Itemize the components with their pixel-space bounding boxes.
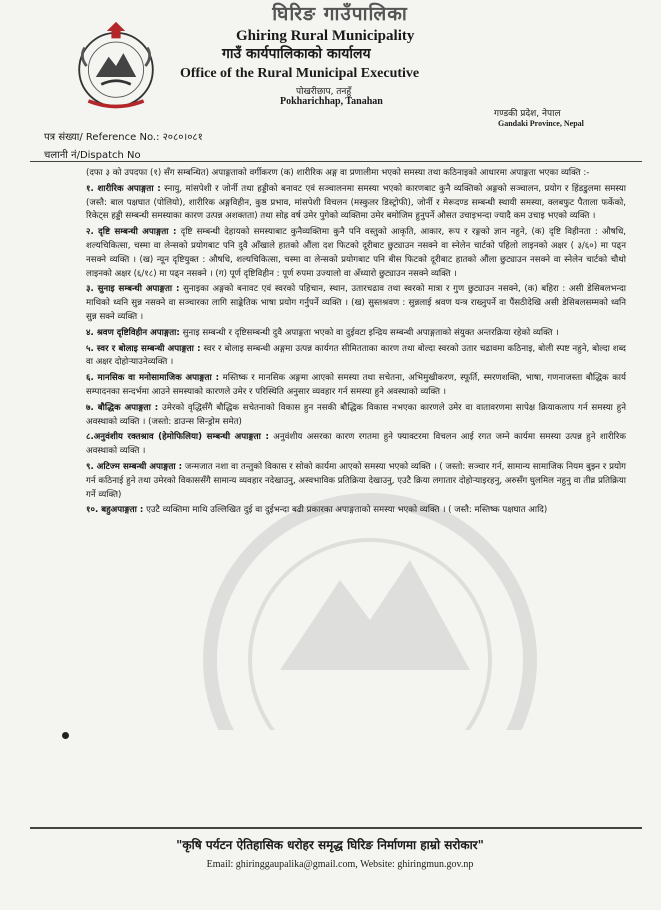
item-text: मस्तिष्क र मानसिक अङ्गमा आएको समस्या तथा सचेतना, अभिमुखीकरण, स्फूर्ति, स्मरणशक्ति, भाषा, गणनाजस्ता बौद्धिक कार्य सम्पादनका सन्दर्भमा आउने समस्याको कारणले उमेर र परिस्थिति अनुसार व्यवहार गर्न समस्या हुने अवस्थाको व्यक्ति ।: [86, 373, 627, 397]
item-heading: ३. सुनाइ सम्बन्धी अपाङ्गता :: [86, 284, 180, 295]
intro-paragraph: (दफा ३ को उपदफा (१) सँग सम्बन्धित) अपाङ्गताको वर्गीकरण (क) शारीरिक अङ्ग वा प्रणालीमा भएको समस्या तथा कठिनाइको आधारमा अपाङ्गता भएका व्यक्ति :-: [86, 168, 590, 178]
item-text: उमेरको वृद्धिसँगै बौद्धिक सचेतनाको विकास हुन नसकी बौद्धिक विकास नभएका कारणले उमेर वा वातावरणमा सापेक्ष क्रियाकलाप गर्न समस्या हुने अवस्थाको व्यक्ति । (जस्तो: डाउन्स सिन्ड्रोम समेत): [86, 402, 626, 427]
list-item: [86, 226, 626, 281]
item-text: स्वर र बोलाइ सम्बन्धी अङ्गमा उत्पन्न कार्यगत सीमितताका कारण तथा बोल्दा स्वरको उतार चढावमा कठिनाइ, बोली स्पष्ट नहुने, बोल्दा शब्द वा अक्षर दोहोर्‍याउनेव्यक्ति ।: [86, 343, 626, 368]
item-heading: ५. स्वर र बोलाइ सम्बन्धी अपाङ्गता :: [86, 343, 201, 354]
item-text: अनुवंशीय असरका कारण रगतमा हुने फ्याक्टरमा विचलन आई रगत जम्ने कार्यमा समस्या उत्पन्न हुने शारीरिक अवस्थाको व्यक्ति ।: [86, 432, 626, 457]
list-item: [86, 504, 626, 518]
footer-divider: [30, 827, 642, 829]
header-divider: [30, 161, 642, 162]
item-heading: ४. श्रवण दृष्टिविहीन अपाङ्गता:: [86, 327, 180, 338]
item-heading: १. शारीरिक अपाङ्गता :: [86, 183, 161, 194]
list-item: [86, 183, 626, 224]
footer-contact: Email: ghiringgaupalika@gmail.com, Website: ghiringmun.gov.np: [206, 859, 474, 870]
list-item: [86, 372, 626, 400]
reference-number: पत्र संख्या/ Reference No.: २०८०।०८१: [44, 132, 203, 143]
list-item: [86, 283, 626, 324]
footer-slogan: "कृषि पर्यटन ऐतिहासिक धरोहर समृद्ध घिरिङ निर्माणमा हाम्रो सरोकार": [176, 838, 484, 852]
item-text: सुनाइका अङ्गको बनावट एवं स्वरको पहिचान, स्थान, उतारचढाव तथा स्वरको मात्रा र गुण छुट्याउन नसक्ने, (क) बहिरा : असी डेसिबलभन्दा माथिको ध्वनि सुन्न नसक्ने वा सञ्चारका लागि साङ्केतिक भाषा प्रयोग गर्नुपर्ने व्यक्ति । (ख) सुस्तश्रवण : सुन्नलाई श्रवण यन्त्र राख्नुपर्ने वा पैंसठीदेखि असी डेसिबलसम्मको ध्वनि सुन्न सक्ने व्यक्ति ।: [86, 284, 626, 322]
item-text: दृष्टि सम्बन्धी देहायको समस्याबाट कुनैव्यक्तिमा कुनै पनि वस्तुको आकृति, आकार, रूप र रङ्गको ज्ञान नहुने, (क) दृष्टि विहीनता : औषधि, शल्यचिकित्सा, चस्मा वा लेन्सको प्रयोगबाट पनि दुवै आँखाले हातको औंला दश फिटको दूरीबाट छुट्याउन नसक्ने वा स्नेलेन चार्टको पहिलो लाइनको अक्षर ( ३/६०) मा पढ्न नसक्ने व्यक्ति । (ख) न्यून दृष्टियुक्त : औषधि, शल्यचिकित्सा, चस्मा वा लेन्सको प्रयोगबाट पनि बीस फिटको दूरीबाट हातको औंला छुट्याउन नसक्ने वा स्नेलेन चार्टको चौथो लाइनको अक्षर (६/१८) मा पढ्न नसक्ने । (ग) पूर्ण दृष्टिविहीन : पूर्ण रुपमा उज्यालो वा अँध्यारो छुट्याउन नसक्ने व्यक्ति ।: [86, 227, 627, 279]
province-np: गण्डकी प्रदेश, नेपाल: [494, 109, 561, 119]
province-en: Gandaki Province, Nepal: [498, 119, 584, 128]
dispatch-number: चलानी नं/Dispatch No: [44, 150, 141, 161]
item-heading: २. दृष्टि सम्बन्धी अपाङ्गता :: [86, 227, 177, 238]
nepal-government-emblem-icon: [70, 20, 162, 112]
punch-hole-mark: [62, 732, 69, 739]
list-item: [86, 402, 626, 430]
office-name-np: गाउँ कार्यपालिकाको कार्यालय: [222, 46, 371, 62]
item-text: स्नायु, मांसपेशी र जोर्नी तथा हड्डीको बनावट एवं सञ्चालनमा समस्या भएको कारणबाट कुनै व्यक्तिको अङ्गको सञ्चालन, प्रयोग र हिंडडुलमा समस्या (जस्तै: बाल पक्षघात (पोलियो), शारीरिक अङ्गविहीन, कुष्ठ प्रभाव, मांसपेशी विचलन (मस्कुलर डिस्ट्रोफी), जोर्नी र मेरूदण्ड सम्बन्धी स्थायी समस्या, क्लबफुट पैताला फर्केको, रिकेट्स हड्डी सम्बन्धी समस्याका कारण उत्पन्न अशक्तता) तथा सोह्र वर्ष उमेर पुगेको व्यक्तिमा उमेर बमोजिम हुनुपर्ने औसत उचाइभन्दा ज्यादै कम उचाइ भएको व्यक्ति ।: [86, 183, 626, 222]
location-np: पोखरीछाप, तनहुँ: [296, 87, 352, 97]
item-heading: ७. बौद्धिक अपाङ्गता :: [86, 402, 159, 413]
item-text: सुनाइ सम्बन्धी र दृष्टिसम्बन्धी दुवै अपाङ्गता भएको वा दुईवटा इन्द्रिय सम्बन्धी अपाङ्गताको संयुक्त अन्तरक्रिया रहेको व्यक्ति ।: [182, 327, 559, 338]
item-heading: ८.अनुवंशीय रक्तश्राव (हेमोफिलिया) सम्बन्धी अपाङ्गता :: [86, 432, 269, 443]
list-item: [86, 461, 626, 502]
item-heading: १०. बहुअपाङ्गता :: [86, 505, 144, 516]
office-name-en: Office of the Rural Municipal Executive: [180, 66, 420, 81]
item-text: एउटै व्यक्तिमा माथि उल्लिखित दुई वा दुईभन्दा बढी प्रकारका अपाङ्गताको समस्या भएको व्यक्ति । ( जस्तै: मस्तिष्क पक्षघात आदि): [146, 505, 548, 516]
item-heading: ६. मानसिक वा मनोसामाजिक अपाङ्गता :: [86, 373, 220, 384]
list-item: [86, 327, 626, 341]
list-item: [86, 431, 626, 459]
document-body: [86, 167, 626, 520]
municipality-name-en: Ghiring Rural Municipality: [236, 28, 415, 44]
municipality-title-np: घिरिङ गाउँपालिका: [272, 3, 408, 22]
item-heading: ९. अटिज्म सम्बन्धी अपाङ्गता :: [86, 461, 183, 472]
location-en: Pokharichhap, Tanahan: [280, 96, 383, 107]
list-item: [86, 343, 626, 371]
item-text: जन्मजात नशा वा तन्तुको विकास र सोको कार्यमा आएको समस्या भएको व्यक्ति । ( जस्तो: सञ्चार गर्न, सामान्य सामाजिक नियम बुझ्न र प्रयोग गर्न कठिनाई हुने तथा उमेरको विकाससँगै सामान्य व्यवहार नदेखाउनु, अस्वभाविक प्रतिक्रिया देखाउनु, एउटै क्रिया लगातार दोहोर्‍याइरहनु, अरुसँग घुलमिल नहुनु वा तीव्र प्रतिक्रिया गर्ने व्यक्ति): [86, 461, 627, 500]
